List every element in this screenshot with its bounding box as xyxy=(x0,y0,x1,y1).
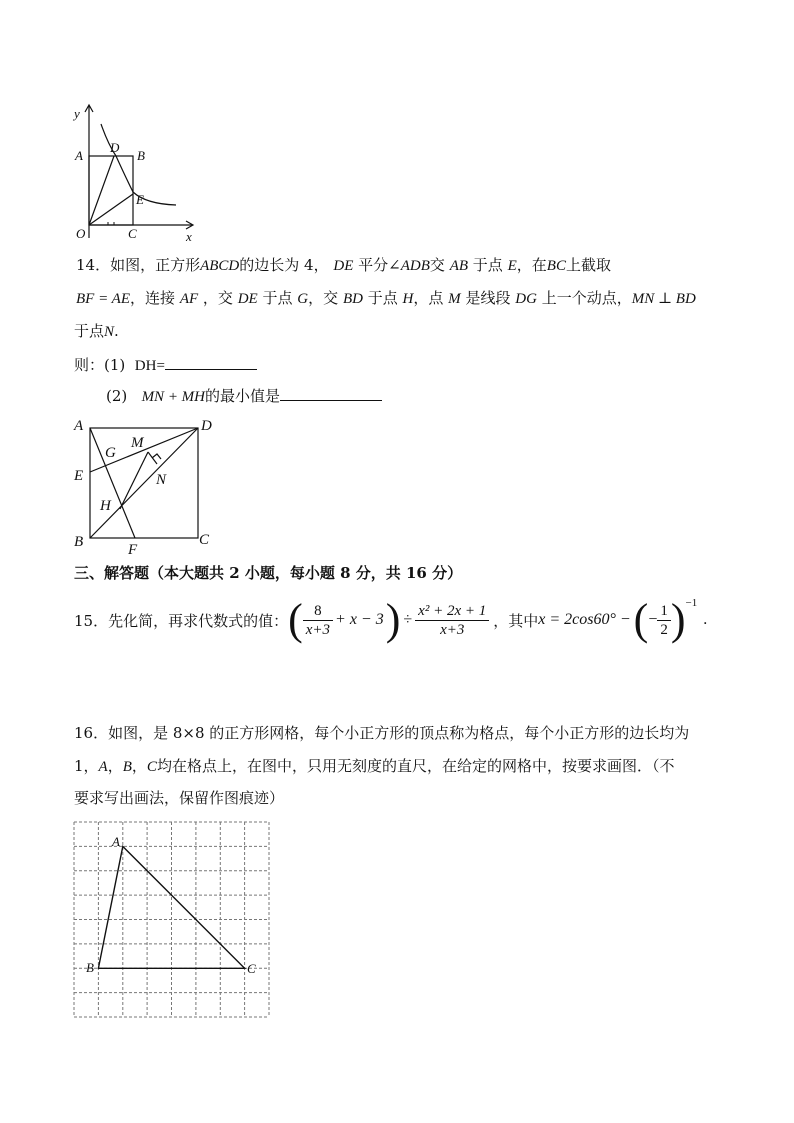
label-c: C xyxy=(247,961,256,976)
segment-oe xyxy=(89,194,133,225)
fraction-x-squared: $\frac{\text{x² + 2x + 1}}{x+3}$ xyxy=(415,602,489,639)
q16-line-1: 16．如图，是 8×8 的正方形网格，每个小正方形的顶点称为格点，每个小正方形的边长均为 xyxy=(74,724,690,742)
label-m: M xyxy=(131,435,144,451)
label-c: C xyxy=(128,226,137,241)
segment-mh xyxy=(120,452,148,509)
label-n: N xyxy=(156,472,167,488)
q16-line-2: 1，A，B，C均在格点上，在图中，只用无刻度的直尺，在给定的网格中，按要求画图．（不 xyxy=(74,757,675,775)
q14-line-2: BF = AE，连接 AF ，交 DE 于点 G，交 BD 于点 H，点 M 是线段 DG 上一个动点，MN ⊥ BD xyxy=(76,289,696,307)
q16-line-3: 要求写出画法，保留作图痕迹） xyxy=(74,789,285,807)
figure-square-abcd xyxy=(68,414,228,560)
fraction-8-over-x-plus-3: $\frac{8}{x+3}$ xyxy=(303,602,333,639)
label-x: x xyxy=(186,229,192,244)
q14-sub-2: (2) MN + MH的最小值是 xyxy=(106,386,382,407)
square-abco xyxy=(89,156,133,225)
label-b: B xyxy=(86,960,94,975)
q14-sub-1: 则：(1) DH= xyxy=(74,355,257,376)
label-o: O xyxy=(76,226,86,241)
figure-coordinate-graph xyxy=(64,100,204,246)
q14-line-3: 于点N. xyxy=(74,322,119,340)
section-3-heading: 三、解答题（本大题共 2 小题，每小题 8 分，共 16 分） xyxy=(74,564,463,582)
label-b: B xyxy=(74,534,84,550)
label-a: A xyxy=(74,418,84,434)
q15-line: 15．先化简，再求代数式的值： ( $\frac{8}{x+3}$ + x − 3 ) ÷ $\frac{\text{x² + 2x + 1}}{x+3}$ ，其中 x = 2cos60° − ( − $\frac{1}{2}$ ) −1 . xyxy=(74,595,708,644)
answer-blank-dh[interactable] xyxy=(165,355,257,370)
label-e: E xyxy=(136,192,144,207)
label-c: C xyxy=(199,532,210,548)
label-f: F xyxy=(128,542,138,558)
fraction-one-half: $\frac{1}{2}$ xyxy=(657,602,671,639)
label-d: D xyxy=(110,140,120,155)
label-d: D xyxy=(201,418,212,434)
label-a: A xyxy=(75,148,83,163)
q14-line-1: 14．如图，正方形ABCD的边长为 4， DE 平分∠ADB交 AB 于点 E，在BC上截取 xyxy=(76,256,611,274)
label-y: y xyxy=(74,106,80,121)
figure-grid-triangle xyxy=(72,820,272,1020)
label-g: G xyxy=(105,445,116,461)
grid-lines xyxy=(74,822,269,1017)
label-h: H xyxy=(100,498,111,514)
answer-blank-min[interactable] xyxy=(280,386,382,401)
label-a: A xyxy=(112,834,120,849)
label-e: E xyxy=(74,468,84,484)
segment-od xyxy=(89,156,114,225)
label-b: B xyxy=(137,148,145,163)
